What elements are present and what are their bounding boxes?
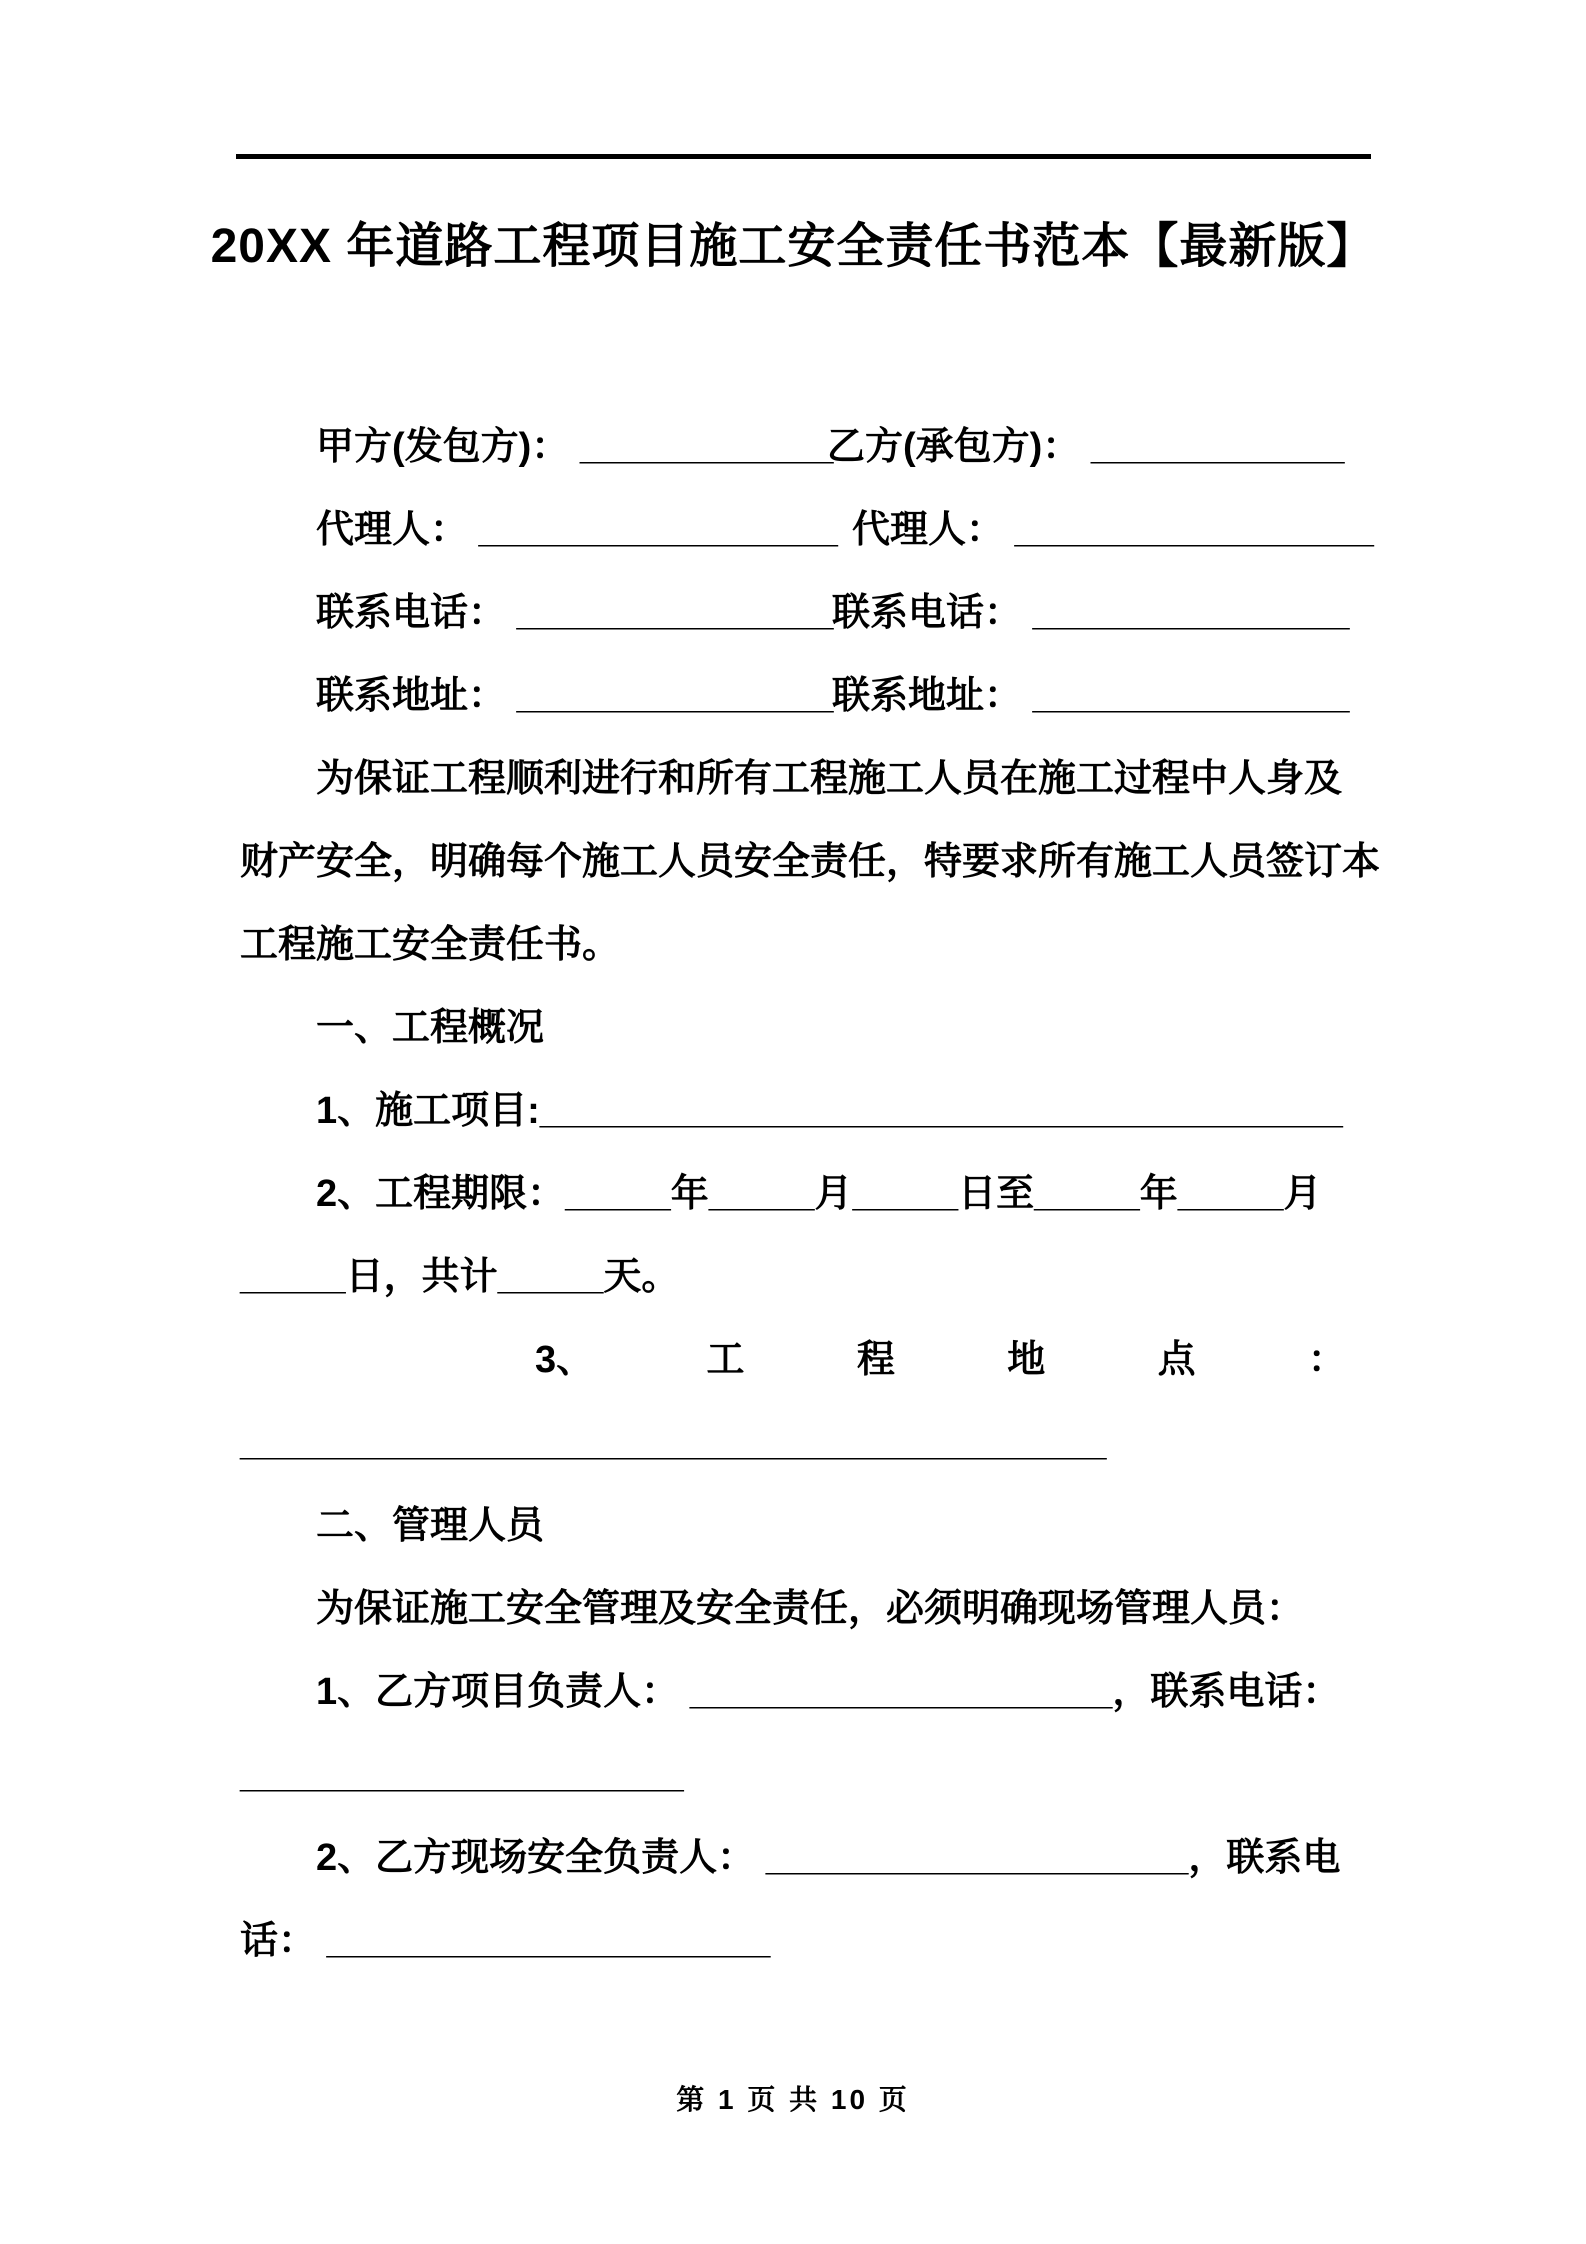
party-b-field: 乙方(承包方)： ____________ (827, 426, 1345, 468)
project-manager-line-2: _____________________ (240, 1754, 684, 1796)
safety-manager-line-1: 2、乙方现场安全负责人： ____________________，联系电 (316, 1837, 1341, 1879)
intro-line-1: 为保证工程顺利进行和所有工程施工人员在施工过程中人身及 (316, 758, 1343, 800)
location-token-2: 程 (856, 1339, 895, 1381)
address-b-field: 联系地址： _______________ (832, 675, 1350, 717)
location-token-colon: ： (1307, 1339, 1346, 1381)
section2-heading: 二、管理人员 (316, 1505, 545, 1547)
project-duration-line-1: 2、工程期限：_____年_____月_____日至_____年_____月 (316, 1173, 1322, 1215)
agent-row (240, 489, 1374, 572)
agent-a-field: 代理人： _________________ (316, 509, 838, 551)
phone-row (240, 572, 1350, 655)
location-token-3: 地 (1007, 1339, 1046, 1381)
project-location-item (240, 1319, 1346, 1402)
document-body (240, 406, 1381, 1983)
construction-project-item: 1、施工项目:______________________________________ (316, 1090, 1343, 1132)
safety-manager-line-2: 话： _____________________ (240, 1920, 771, 1962)
project-duration-line-2: _____日，共计_____天。 (240, 1256, 680, 1298)
section1-heading: 一、工程概况 (316, 1007, 545, 1049)
header-rule (236, 154, 1371, 159)
intro-line-3: 工程施工安全责任书。 (240, 924, 621, 966)
document-title: 20XX 年道路工程项目施工安全责任书范本【最新版】 (210, 220, 1376, 273)
address-a-field: 联系地址： _______________ (316, 675, 834, 717)
party-a-field: 甲方(发包方)： ____________ (316, 426, 834, 468)
address-row (240, 655, 1350, 738)
intro-line-2: 财产安全，明确每个施工人员安全责任，特要求所有施工人员签订本 (240, 841, 1381, 883)
section2-intro: 为保证施工安全管理及安全责任，必须明确现场管理人员： (316, 1588, 1305, 1630)
page-number: 第 1 页 共 10 页 (676, 2084, 910, 2115)
project-location-blank: _________________________________________ (240, 1422, 1107, 1464)
location-token-4: 点 (1157, 1339, 1196, 1381)
phone-a-field: 联系电话： _______________ (316, 592, 834, 634)
location-token-number: 3、 (535, 1339, 595, 1381)
location-token-1: 工 (706, 1339, 745, 1381)
agent-b-field: 代理人： _________________ (852, 509, 1374, 551)
party-row (240, 406, 1346, 489)
project-manager-line-1: 1、乙方项目负责人： ____________________，联系电话： (316, 1671, 1341, 1713)
phone-b-field: 联系电话： _______________ (832, 592, 1350, 634)
